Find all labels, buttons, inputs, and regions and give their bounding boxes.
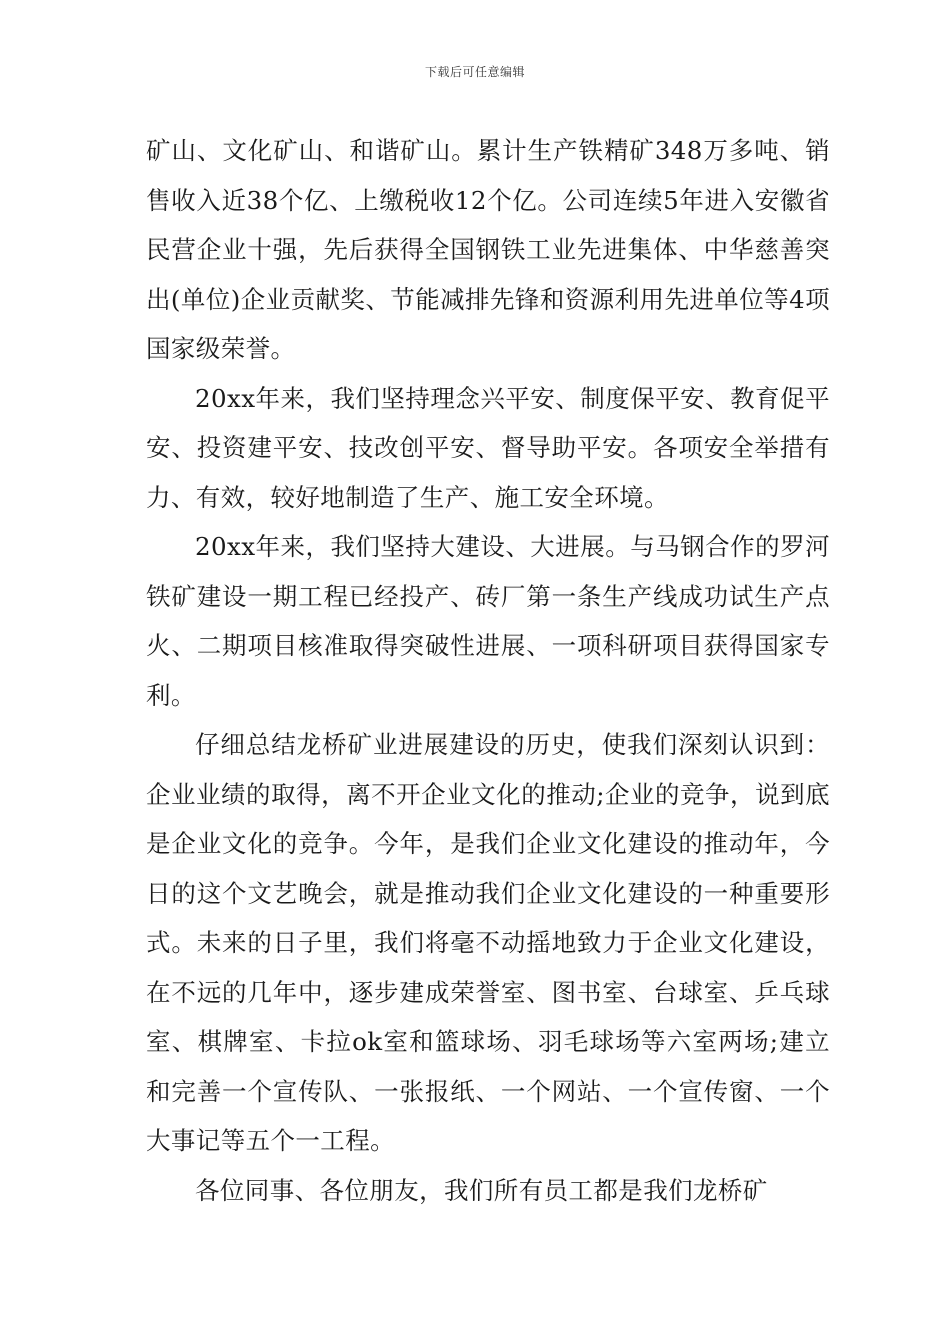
paragraph: 20xx年来，我们坚持大建设、大进展。与马钢合作的罗河铁矿建设一期工程已经投产、砖厂第一条生产线成功试生产点火、二期项目核准取得突破性进展、一项科研项目获得国家专利。: [146, 532, 830, 710]
paragraph: 各位同事、各位朋友，我们所有员工都是我们龙桥矿: [195, 1175, 768, 1205]
paragraph: 仔细总结龙桥矿业进展建设的历史，使我们深刻认识到：企业业绩的取得，离不开企业文化的推动;企业的竞争，说到底是企业文化的竞争。今年，是我们企业文化建设的推动年，今日的这个文艺晚会，就是推动我们企业文化建设的一种重要形式。未来的日子里，我们将毫不动摇地致力于企业文化建设，在不远的几年中，逐步建成荣誉室、图书室、台球室、乒乓球室、棋牌室、卡拉ok室和篮球场、羽毛球场等六室两场;建立和完善一个宣传队、一张报纸、一个网站、一个宣传窗、一个大事记等五个一工程。: [146, 730, 830, 1155]
document-body: [146, 126, 830, 1215]
paragraph: 20xx年来，我们坚持理念兴平安、制度保平安、教育促平安、投资建平安、技改创平安、督导助平安。各项安全举措有力、有效，较好地制造了生产、施工安全环境。: [146, 383, 830, 512]
page-header: 下载后可任意编辑: [424, 65, 525, 79]
paragraph: 矿山、文化矿山、和谐矿山。累计生产铁精矿348万多吨、销售收入近38个亿、上缴税收12个亿。公司连续5年进入安徽省民营企业十强，先后获得全国钢铁工业先进集体、中华慈善突出(单位)企业贡献奖、节能减排先锋和资源利用先进单位等4项国家级荣誉。: [146, 136, 830, 363]
